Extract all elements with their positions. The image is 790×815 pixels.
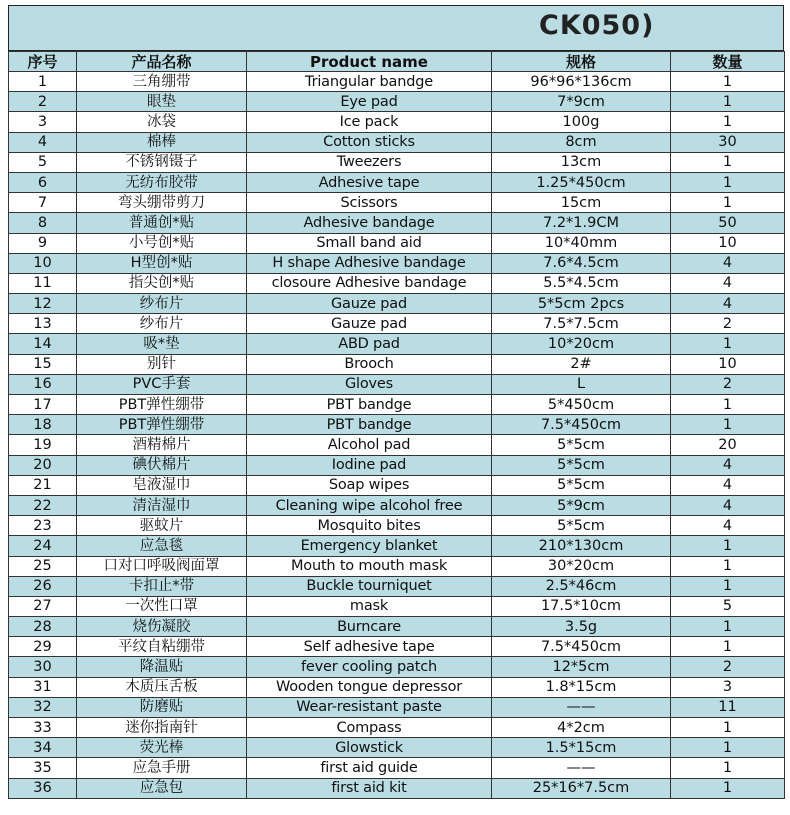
- cell-cn-name: 木质压舌板: [77, 677, 247, 697]
- cell-cn-name: 小号创*贴: [77, 233, 247, 253]
- table-row: [9, 395, 785, 415]
- cell-qty: 1: [671, 92, 785, 112]
- cell-qty: 4: [671, 475, 785, 495]
- cell-spec: 5.5*4.5cm: [492, 273, 671, 293]
- cell-cn-name: 降温贴: [77, 657, 247, 677]
- cell-product-name: Compass: [247, 718, 492, 738]
- table-row: [9, 374, 785, 394]
- cell-cn-name: 碘伏棉片: [77, 455, 247, 475]
- cell-no: 6: [9, 172, 77, 192]
- cell-product-name: Mosquito bites: [247, 516, 492, 536]
- cell-product-name: Self adhesive tape: [247, 637, 492, 657]
- cell-spec: 5*5cm: [492, 516, 671, 536]
- cell-cn-name: 一次性口罩: [77, 596, 247, 616]
- cell-qty: 30: [671, 132, 785, 152]
- table-row: [9, 617, 785, 637]
- cell-product-name: Cotton sticks: [247, 132, 492, 152]
- cell-qty: 1: [671, 617, 785, 637]
- cell-qty: 3: [671, 677, 785, 697]
- cell-cn-name: 应急包: [77, 778, 247, 798]
- cell-spec: ——: [492, 697, 671, 717]
- cell-spec: 12*5cm: [492, 657, 671, 677]
- cell-product-name: Adhesive tape: [247, 172, 492, 192]
- table-row: [9, 718, 785, 738]
- cell-product-name: Mouth to mouth mask: [247, 556, 492, 576]
- cell-product-name: Gauze pad: [247, 294, 492, 314]
- product-list-sheet: [8, 5, 784, 799]
- cell-spec: 1.5*15cm: [492, 738, 671, 758]
- cell-no: 22: [9, 495, 77, 515]
- cell-no: 28: [9, 617, 77, 637]
- table-row: [9, 354, 785, 374]
- cell-cn-name: 卡扣止*带: [77, 576, 247, 596]
- cell-product-name: Buckle tourniquet: [247, 576, 492, 596]
- cell-spec: 7.6*4.5cm: [492, 253, 671, 273]
- cell-qty: 50: [671, 213, 785, 233]
- cell-spec: 10*40mm: [492, 233, 671, 253]
- cell-no: 10: [9, 253, 77, 273]
- table-row: [9, 536, 785, 556]
- cell-qty: 1: [671, 334, 785, 354]
- table-row: [9, 314, 785, 334]
- cell-product-name: Emergency blanket: [247, 536, 492, 556]
- cell-no: 7: [9, 193, 77, 213]
- table-row: [9, 132, 785, 152]
- table-row: [9, 415, 785, 435]
- table-row: [9, 637, 785, 657]
- cell-no: 13: [9, 314, 77, 334]
- cell-cn-name: 应急毯: [77, 536, 247, 556]
- cell-qty: 2: [671, 374, 785, 394]
- cell-no: 12: [9, 294, 77, 314]
- cell-qty: 1: [671, 718, 785, 738]
- cell-spec: 2.5*46cm: [492, 576, 671, 596]
- cell-no: 20: [9, 455, 77, 475]
- table-row: [9, 576, 785, 596]
- table-row: [9, 455, 785, 475]
- cell-spec: 10*20cm: [492, 334, 671, 354]
- cell-no: 11: [9, 273, 77, 293]
- cell-product-name: Gauze pad: [247, 314, 492, 334]
- cell-spec: 96*96*136cm: [492, 72, 671, 92]
- cell-no: 27: [9, 596, 77, 616]
- cell-spec: 15cm: [492, 193, 671, 213]
- cell-product-name: Brooch: [247, 354, 492, 374]
- cell-no: 32: [9, 697, 77, 717]
- cell-spec: 17.5*10cm: [492, 596, 671, 616]
- cell-spec: 5*5cm 2pcs: [492, 294, 671, 314]
- cell-product-name: Scissors: [247, 193, 492, 213]
- cell-qty: 1: [671, 738, 785, 758]
- cell-qty: 10: [671, 354, 785, 374]
- cell-product-name: Iodine pad: [247, 455, 492, 475]
- cell-no: 5: [9, 152, 77, 172]
- cell-product-name: PBT bandge: [247, 395, 492, 415]
- cell-cn-name: 指尖创*贴: [77, 273, 247, 293]
- cell-product-name: first aid guide: [247, 758, 492, 778]
- header-qty: 数量: [671, 52, 785, 72]
- cell-spec: 7.5*7.5cm: [492, 314, 671, 334]
- cell-spec: L: [492, 374, 671, 394]
- cell-product-name: Glowstick: [247, 738, 492, 758]
- cell-spec: ——: [492, 758, 671, 778]
- cell-qty: 4: [671, 455, 785, 475]
- cell-qty: 4: [671, 495, 785, 515]
- cell-cn-name: 吸*垫: [77, 334, 247, 354]
- cell-spec: 1.8*15cm: [492, 677, 671, 697]
- table-row: [9, 334, 785, 354]
- cell-cn-name: 三角绷带: [77, 72, 247, 92]
- cell-product-name: Burncare: [247, 617, 492, 637]
- cell-spec: 2#: [492, 354, 671, 374]
- cell-spec: 1.25*450cm: [492, 172, 671, 192]
- cell-cn-name: 纱布片: [77, 294, 247, 314]
- cell-cn-name: 荧光棒: [77, 738, 247, 758]
- cell-cn-name: 不锈钢镊子: [77, 152, 247, 172]
- table-header-row: [9, 52, 785, 72]
- cell-cn-name: 棉棒: [77, 132, 247, 152]
- cell-no: 2: [9, 92, 77, 112]
- table-row: [9, 697, 785, 717]
- table-row: [9, 152, 785, 172]
- table-row: [9, 758, 785, 778]
- cell-spec: 8cm: [492, 132, 671, 152]
- table-row: [9, 253, 785, 273]
- cell-spec: 25*16*7.5cm: [492, 778, 671, 798]
- cell-cn-name: PVC手套: [77, 374, 247, 394]
- cell-no: 25: [9, 556, 77, 576]
- table-row: [9, 213, 785, 233]
- cell-qty: 1: [671, 112, 785, 132]
- cell-cn-name: 弯头绷带剪刀: [77, 193, 247, 213]
- cell-qty: 5: [671, 596, 785, 616]
- cell-cn-name: H型创*贴: [77, 253, 247, 273]
- cell-spec: 5*450cm: [492, 395, 671, 415]
- cell-product-name: Ice pack: [247, 112, 492, 132]
- cell-cn-name: PBT弹性绷带: [77, 395, 247, 415]
- header-no: 序号: [9, 52, 77, 72]
- cell-cn-name: 别针: [77, 354, 247, 374]
- cell-no: 31: [9, 677, 77, 697]
- table-row: [9, 495, 785, 515]
- cell-cn-name: 驱蚊片: [77, 516, 247, 536]
- cell-no: 3: [9, 112, 77, 132]
- cell-spec: 210*130cm: [492, 536, 671, 556]
- cell-qty: 4: [671, 294, 785, 314]
- cell-no: 24: [9, 536, 77, 556]
- cell-qty: 1: [671, 415, 785, 435]
- table-body: [9, 72, 785, 799]
- cell-cn-name: 皂液湿巾: [77, 475, 247, 495]
- header-cn-name: 产品名称: [77, 52, 247, 72]
- cell-qty: 1: [671, 193, 785, 213]
- cell-product-name: Gloves: [247, 374, 492, 394]
- cell-spec: 30*20cm: [492, 556, 671, 576]
- cell-product-name: Eye pad: [247, 92, 492, 112]
- cell-no: 16: [9, 374, 77, 394]
- cell-qty: 1: [671, 778, 785, 798]
- table-row: [9, 435, 785, 455]
- table-row: [9, 92, 785, 112]
- cell-no: 29: [9, 637, 77, 657]
- cell-no: 23: [9, 516, 77, 536]
- cell-product-name: Soap wipes: [247, 475, 492, 495]
- cell-cn-name: 普通创*贴: [77, 213, 247, 233]
- cell-cn-name: 烧伤凝胶: [77, 617, 247, 637]
- table-row: [9, 172, 785, 192]
- cell-product-name: ABD pad: [247, 334, 492, 354]
- table-row: [9, 556, 785, 576]
- cell-no: 14: [9, 334, 77, 354]
- table-row: [9, 72, 785, 92]
- cell-product-name: fever cooling patch: [247, 657, 492, 677]
- cell-spec: 7.2*1.9CM: [492, 213, 671, 233]
- table-row: [9, 657, 785, 677]
- cell-no: 15: [9, 354, 77, 374]
- cell-product-name: closoure Adhesive bandage: [247, 273, 492, 293]
- cell-no: 21: [9, 475, 77, 495]
- cell-no: 17: [9, 395, 77, 415]
- table-row: [9, 516, 785, 536]
- cell-qty: 4: [671, 253, 785, 273]
- cell-product-name: Triangular bandge: [247, 72, 492, 92]
- cell-product-name: mask: [247, 596, 492, 616]
- cell-spec: 3.5g: [492, 617, 671, 637]
- cell-product-name: Cleaning wipe alcohol free: [247, 495, 492, 515]
- cell-qty: 1: [671, 152, 785, 172]
- cell-spec: 5*5cm: [492, 475, 671, 495]
- cell-qty: 1: [671, 576, 785, 596]
- cell-cn-name: 应急手册: [77, 758, 247, 778]
- table-row: [9, 233, 785, 253]
- cell-cn-name: 冰袋: [77, 112, 247, 132]
- cell-spec: 5*9cm: [492, 495, 671, 515]
- cell-qty: 1: [671, 536, 785, 556]
- cell-qty: 11: [671, 697, 785, 717]
- cell-cn-name: 防磨贴: [77, 697, 247, 717]
- header-spec: 规格: [492, 52, 671, 72]
- table-row: [9, 778, 785, 798]
- cell-product-name: PBT bandge: [247, 415, 492, 435]
- cell-cn-name: PBT弹性绷带: [77, 415, 247, 435]
- table-row: [9, 677, 785, 697]
- cell-product-name: H shape Adhesive bandage: [247, 253, 492, 273]
- cell-qty: 10: [671, 233, 785, 253]
- cell-product-name: first aid kit: [247, 778, 492, 798]
- cell-qty: 4: [671, 273, 785, 293]
- cell-qty: 1: [671, 72, 785, 92]
- cell-spec: 4*2cm: [492, 718, 671, 738]
- cell-qty: 4: [671, 516, 785, 536]
- cell-no: 9: [9, 233, 77, 253]
- cell-qty: 1: [671, 556, 785, 576]
- cell-qty: 1: [671, 172, 785, 192]
- cell-product-name: Tweezers: [247, 152, 492, 172]
- cell-qty: 2: [671, 657, 785, 677]
- cell-cn-name: 纱布片: [77, 314, 247, 334]
- cell-no: 35: [9, 758, 77, 778]
- table-row: [9, 475, 785, 495]
- cell-product-name: Wear-resistant paste: [247, 697, 492, 717]
- cell-cn-name: 酒精棉片: [77, 435, 247, 455]
- cell-spec: 5*5cm: [492, 455, 671, 475]
- cell-qty: 1: [671, 637, 785, 657]
- table-row: [9, 294, 785, 314]
- cell-no: 26: [9, 576, 77, 596]
- cell-cn-name: 平纹自粘绷带: [77, 637, 247, 657]
- cell-spec: 13cm: [492, 152, 671, 172]
- cell-qty: 1: [671, 395, 785, 415]
- cell-no: 34: [9, 738, 77, 758]
- cell-cn-name: 清洁湿巾: [77, 495, 247, 515]
- cell-no: 30: [9, 657, 77, 677]
- title-text: CK050): [539, 10, 655, 41]
- cell-no: 1: [9, 72, 77, 92]
- cell-cn-name: 眼垫: [77, 92, 247, 112]
- table-row: [9, 596, 785, 616]
- cell-cn-name: 口对口呼吸阀面罩: [77, 556, 247, 576]
- cell-qty: 20: [671, 435, 785, 455]
- cell-no: 8: [9, 213, 77, 233]
- cell-spec: 5*5cm: [492, 435, 671, 455]
- cell-no: 18: [9, 415, 77, 435]
- cell-no: 36: [9, 778, 77, 798]
- table-row: [9, 738, 785, 758]
- cell-no: 4: [9, 132, 77, 152]
- cell-cn-name: 无纺布胶带: [77, 172, 247, 192]
- table-row: [9, 112, 785, 132]
- cell-spec: 100g: [492, 112, 671, 132]
- cell-product-name: Adhesive bandage: [247, 213, 492, 233]
- cell-product-name: Small band aid: [247, 233, 492, 253]
- cell-qty: 1: [671, 758, 785, 778]
- table-row: [9, 193, 785, 213]
- cell-no: 19: [9, 435, 77, 455]
- product-table: [8, 51, 785, 799]
- cell-product-name: Wooden tongue depressor: [247, 677, 492, 697]
- cell-spec: 7.5*450cm: [492, 637, 671, 657]
- cell-no: 33: [9, 718, 77, 738]
- cell-product-name: Alcohol pad: [247, 435, 492, 455]
- cell-qty: 2: [671, 314, 785, 334]
- title-bar: [8, 5, 784, 51]
- cell-cn-name: 迷你指南针: [77, 718, 247, 738]
- header-product-name: Product name: [247, 52, 492, 72]
- cell-spec: 7*9cm: [492, 92, 671, 112]
- cell-spec: 7.5*450cm: [492, 415, 671, 435]
- table-row: [9, 273, 785, 293]
